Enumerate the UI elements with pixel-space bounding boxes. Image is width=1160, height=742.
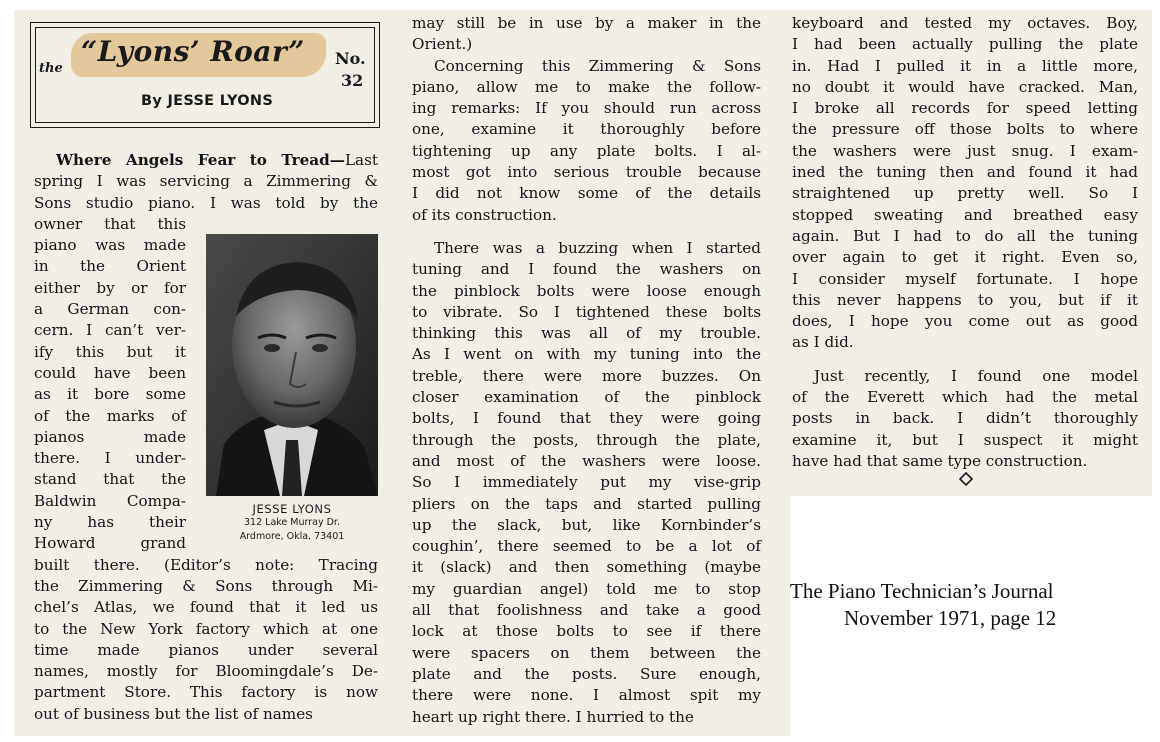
- text-line: bolts, I found that they were going: [412, 409, 761, 428]
- text-line: the pinblock bolts were loose enough: [412, 281, 761, 300]
- text-line: ined the tuning then and found it had: [792, 163, 1138, 182]
- caption-address-line1: 312 Lake Murray Dr.: [244, 517, 340, 528]
- text-line: in. Had I pulled it in a little more,: [792, 56, 1138, 75]
- text-line: piano, allow me to make the follow-: [412, 77, 761, 96]
- text-line: were spacers on them between the: [412, 643, 761, 662]
- text-line: have had that same type construction.: [792, 451, 1088, 470]
- text-line: cern. I can’t ver-: [34, 321, 186, 340]
- text-line: to the New York factory which at one: [34, 619, 378, 638]
- text-line: I had been actually pulling the plate: [792, 35, 1138, 54]
- credit-publication: The Piano Technician’s Journal: [790, 579, 1054, 603]
- text-line: through the posts, through the plate,: [412, 430, 761, 449]
- text-line: all that foolishness and take a good: [412, 601, 761, 620]
- header-the: the: [39, 61, 63, 76]
- text-line: keyboard and tested my octaves. Boy,: [792, 14, 1138, 32]
- text-line: stopped sweating and breathed easy: [792, 205, 1138, 224]
- text-line: tuning and I found the washers on: [412, 260, 761, 279]
- article-column-3: [792, 13, 1138, 472]
- text-line: either by or for: [34, 278, 186, 297]
- text-line: posts in back. I didn’t thoroughly: [792, 409, 1138, 428]
- author-photo: [206, 234, 378, 496]
- text-line: So I immediately put my vise-grip: [412, 473, 761, 492]
- text-line: Orient.): [412, 35, 473, 54]
- text-line: of its construction.: [412, 205, 557, 224]
- issue-number-label: No.: [335, 49, 366, 68]
- text-line: again. But I had to do all the tuning: [792, 226, 1138, 245]
- text-line: I broke all records for speed letting: [792, 99, 1138, 118]
- text-line: partment Store. This factory is now: [34, 683, 378, 702]
- text-line: the Zimmering & Sons through Mi-: [34, 576, 378, 595]
- text-line: pianos made: [34, 427, 186, 446]
- text-line: stand that the: [34, 470, 186, 489]
- text-line: to vibrate. So I tightened these bolts: [412, 302, 761, 321]
- text-line: there were none. I almost spit my: [412, 686, 761, 705]
- text-line: I consider myself fortunate. I hope: [792, 269, 1138, 288]
- end-of-article-diamond-icon: [959, 472, 973, 486]
- text-line: there. I under-: [34, 449, 186, 468]
- text-line: Sons studio piano. I was told by the: [34, 193, 378, 212]
- paragraph-gap: [412, 226, 761, 238]
- text-line: coughin’, there seemed to be a lot of: [412, 537, 761, 556]
- text-line: out of business but the list of names: [34, 704, 313, 723]
- text-line: most got into serious trouble because: [412, 163, 761, 182]
- text-line: straightened up pretty well. So I: [792, 184, 1138, 203]
- text-line: no doubt it would have cracked. Man,: [792, 77, 1138, 96]
- text-line: over again to get it right. Even so,: [792, 248, 1138, 267]
- text-line: as it bore some: [34, 385, 186, 404]
- text-line: a German con-: [34, 300, 186, 319]
- byline: By JESSE LYONS: [141, 93, 274, 109]
- issue-number: 32: [341, 71, 364, 90]
- text-line: one, examine it thoroughly before: [412, 120, 761, 139]
- text-line: tightening up any plate bolts. I al-: [412, 141, 761, 160]
- text-line: built there. (Editor’s note: Tracing: [34, 555, 378, 574]
- text-line: Just recently, I found one model: [814, 366, 1138, 385]
- text-line: There was a buzzing when I started: [434, 238, 761, 257]
- text-line: my guardian angel) told me to stop: [412, 579, 761, 598]
- text-line: ing remarks: If you should run across: [412, 99, 761, 118]
- text-line: heart up right there. I hurried to the: [412, 707, 694, 726]
- text-line: Howard grand: [34, 534, 186, 553]
- text-line: of the Everett which had the metal: [792, 388, 1138, 407]
- source-credit: [790, 578, 1130, 632]
- text-line: and most of the washers were loose.: [412, 451, 761, 470]
- text-line: as I did.: [792, 333, 854, 352]
- text-line: As I went on with my tuning into the: [412, 345, 761, 364]
- text-line: this never happens to you, but if it: [792, 290, 1138, 309]
- text-line: may still be in use by a maker in the: [412, 14, 761, 32]
- article-lead-line: Where Angels Fear to Tread—Last: [56, 151, 378, 169]
- paragraph-gap: [792, 354, 1138, 366]
- text-line: lock at those bolts to see if there: [412, 622, 761, 641]
- text-line: could have been: [34, 363, 186, 382]
- text-line: chel’s Atlas, we found that it led us: [34, 598, 378, 617]
- text-line: names, mostly for Bloomingdale’s De-: [34, 662, 378, 681]
- text-line: ny has their: [34, 513, 186, 532]
- text-line: does, I hope you come out as good: [792, 312, 1138, 331]
- caption-name: JESSE LYONS: [252, 502, 332, 516]
- text-line: I did not know some of the details: [412, 184, 761, 203]
- column-title: “Lyons’ Roar”: [81, 35, 305, 68]
- text-line: ify this but it: [34, 342, 186, 361]
- text-line: the washers were just snug. I exam-: [792, 141, 1138, 160]
- article-column-2: [412, 13, 761, 728]
- text-line: treble, there were more buzzes. On: [412, 366, 761, 385]
- text-line: the pressure off those bolts to where: [792, 120, 1138, 139]
- portrait-illustration: [206, 234, 378, 496]
- text-line: it (slack) and then something (maybe: [412, 558, 761, 577]
- text-line: examine it, but I suspect it might: [792, 430, 1138, 449]
- column-header-box: [30, 22, 380, 128]
- caption-address-line2: Ardmore, Okla. 73401: [239, 531, 345, 542]
- text-line: piano was made: [34, 236, 186, 255]
- text-line: closer examination of the pinblock: [412, 388, 761, 407]
- text-line: of the marks of: [34, 406, 186, 425]
- text-line: plate and the posts. Sure enough,: [412, 664, 761, 683]
- text-line: owner that this: [34, 214, 186, 233]
- text-line: thinking this was all of my trouble.: [412, 324, 761, 343]
- text-line: in the Orient: [34, 257, 186, 276]
- text-line: Baldwin Compa-: [34, 491, 186, 510]
- text-line: Concerning this Zimmering & Sons: [434, 56, 761, 75]
- credit-date-page: November 1971, page 12: [844, 606, 1057, 630]
- text-line: up the slack, but, like Kornbinder’s: [412, 515, 761, 534]
- text-line: time made pianos under several: [34, 640, 378, 659]
- photo-caption: [206, 502, 378, 544]
- text-line: pliers on the taps and started pulling: [412, 494, 761, 513]
- text-line: spring I was servicing a Zimmering &: [34, 172, 378, 191]
